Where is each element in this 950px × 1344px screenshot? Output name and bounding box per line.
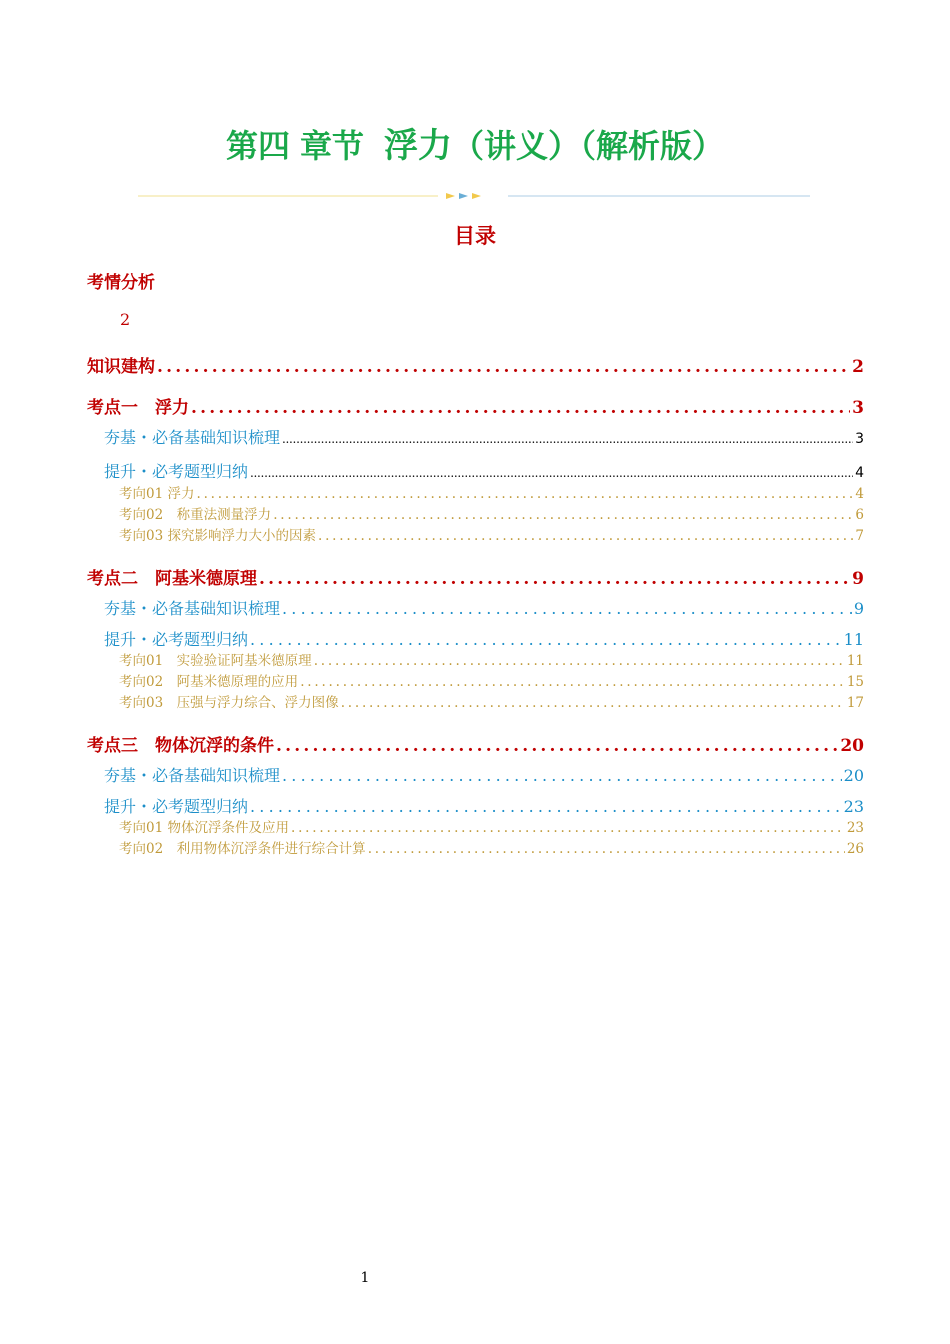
title-part1: 第四 [225,127,290,165]
toc-entry-knowledge-structure[interactable]: 知识建构 ..... 2 [87,352,864,377]
toc-entry-point-1-types[interactable]: 提升・必考题型归纳 ..... 4 [104,459,864,482]
toc-entry-point-2-topic-1[interactable]: 考向01 实验验证阿基米德原理 ..... 11 [119,649,864,669]
toc-entry-point-1[interactable]: 考点一 浮力 ..... 3 [87,393,864,418]
toc-entry-point-3-basics[interactable]: 夯基・必备基础知识梳理 ..... 20 [104,763,864,786]
title-part2: 章节 [299,127,364,165]
toc-entry-point-1-topic-2[interactable]: 考向02 称重法测量浮力 ..... 6 [119,503,864,523]
toc-title: 目录 [454,223,496,248]
page-number: 1 [360,1270,370,1286]
toc-entry-point-2[interactable]: 考点二 阿基米德原理 ..... 9 [87,564,864,589]
title-divider [138,186,810,206]
title-part3: 浮力 [384,126,452,166]
toc-entry-point-1-basics[interactable]: 夯基・必备基础知识梳理 ..... 3 [104,425,864,448]
toc-entry-point-2-types[interactable]: 提升・必考题型归纳 ..... 11 [104,627,864,650]
toc-entry-exam-analysis-page[interactable]: 2 [120,310,131,329]
toc-entry-point-3[interactable]: 考点三 物体沉浮的条件 ..... 20 [87,731,864,756]
document-title [0,118,950,167]
toc-entry-point-1-topic-1[interactable]: 考向01 浮力 ..... 4 [119,482,864,502]
toc-entry-point-3-topic-1[interactable]: 考向01 物体沉浮条件及应用 ..... 23 [119,816,864,836]
toc-entry-point-3-types[interactable]: 提升・必考题型归纳 ..... 23 [104,794,864,817]
toc-entry-point-2-topic-3[interactable]: 考向03 压强与浮力综合、浮力图像 ..... 17 [119,691,864,711]
toc-entry-point-3-topic-2[interactable]: 考向02 利用物体沉浮条件进行综合计算 ..... 26 [119,837,864,857]
toc-entry-exam-analysis[interactable]: 考情分析 [87,273,155,293]
toc-entry-point-2-topic-2[interactable]: 考向02 阿基米德原理的应用 ..... 15 [119,670,864,690]
title-part4: （讲义）（解析版） [452,127,725,165]
toc-entry-point-1-topic-3[interactable]: 考向03 探究影响浮力大小的因素 ..... 7 [119,524,864,544]
toc-entry-point-2-basics[interactable]: 夯基・必备基础知识梳理 ..... 9 [104,596,864,619]
